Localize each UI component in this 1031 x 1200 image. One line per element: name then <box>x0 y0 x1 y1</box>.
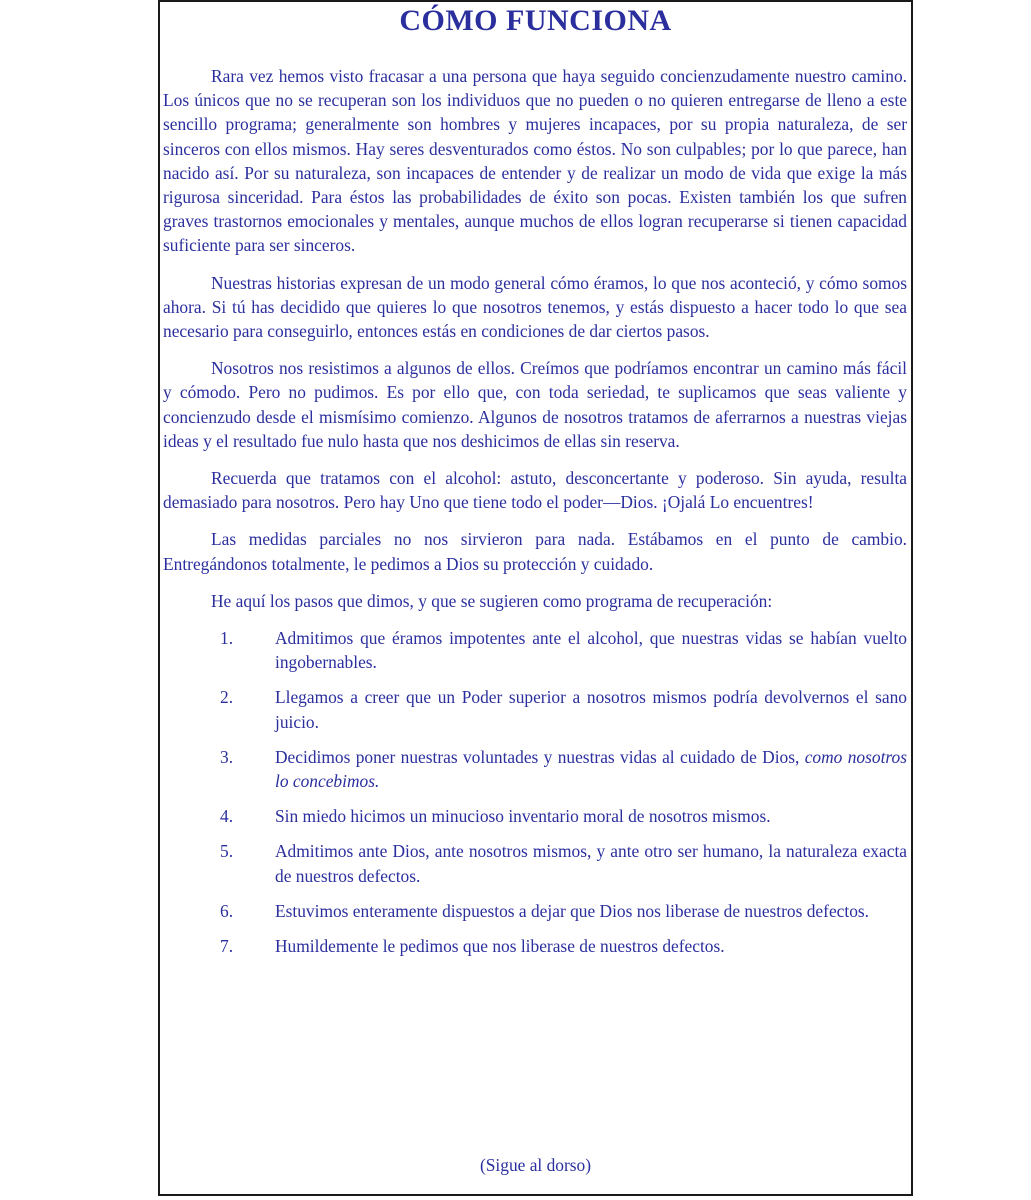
step-text-main: Admitimos ante Dios, ante nosotros mismos, y ante otro ser humano, la naturaleza exacta de nuestros defectos. <box>275 841 907 886</box>
step-text-main: Llegamos a creer que un Poder superior a nosotros mismos podría devolvernos el sano juicio. <box>275 687 907 732</box>
document-body <box>163 64 907 969</box>
step-item-6 <box>163 899 907 923</box>
step-number: 4. <box>220 806 234 827</box>
step-text <box>275 934 907 958</box>
step-text-main: Decidimos poner nuestras voluntades y nuestras vidas al cuidado de Dios, <box>275 746 800 767</box>
step-text <box>275 745 907 793</box>
paragraph-1: Rara vez hemos visto fracasar a una persona que haya seguido concienzudamente nuestro camino. Los únicos que no se recuperan son los individuos que no pueden o no quieren entregarse de lleno a este sencillo programa; generalmente son hombres y mujeres incapaces, por su propia naturaleza, de ser sinceros con ellos mismos. Hay seres desventurados como éstos. No son culpables; por lo que parece, han nacido así. Por su naturaleza, son incapaces de entender y de realizar un modo de vida que exige la más rigurosa sinceridad. Para éstos las probabilidades de éxito son pocas. Existen también los que sufren graves trastornos emocionales y mentales, aunque muchos de ellos logran recuperarse si tienen capacidad suficiente para ser sinceros. <box>163 66 907 256</box>
step-number: 3. <box>220 746 234 767</box>
step-item-3 <box>163 745 907 793</box>
step-text <box>275 899 907 923</box>
step-text <box>275 685 907 733</box>
step-text <box>275 839 907 887</box>
step-number: 5. <box>220 841 234 862</box>
page-title: CÓMO FUNCIONA <box>399 4 672 37</box>
step-item-4 <box>163 804 907 828</box>
step-number: 1. <box>220 628 234 649</box>
step-text-main: Admitimos que éramos impotentes ante el alcohol, que nuestras vidas se habían vuelto ingobernables. <box>275 628 907 673</box>
step-text <box>275 804 907 828</box>
step-number: 6. <box>220 900 234 921</box>
paragraph-6: He aquí los pasos que dimos, y que se sugieren como programa de recuperación: <box>211 590 773 611</box>
paragraph-4: Recuerda que tratamos con el alcohol: astuto, desconcertante y poderoso. Sin ayuda, resulta demasiado para nosotros. Pero hay Uno que tiene todo el poder—Dios. ¡Ojalá Lo encuentres! <box>163 468 907 513</box>
step-text-main: Sin miedo hicimos un minucioso inventario moral de nosotros mismos. <box>275 806 771 827</box>
document-card <box>158 0 913 1196</box>
step-number: 7. <box>220 936 234 957</box>
paragraph-2: Nuestras historias expresan de un modo general cómo éramos, lo que nos aconteció, y cómo somos ahora. Si tú has decidido que quieres lo que nosotros tenemos, y estás dispuesto a hacer todo lo que sea necesario para conseguirlo, entonces estás en condiciones de dar ciertos pasos. <box>163 272 907 342</box>
step-item-2 <box>163 685 907 733</box>
step-text <box>275 626 907 674</box>
step-text-main: Humildemente le pedimos que nos liberase de nuestros defectos. <box>275 936 725 957</box>
step-number: 2. <box>220 687 234 708</box>
step-item-1 <box>163 626 907 674</box>
paragraph-3: Nosotros nos resistimos a algunos de ellos. Creímos que podríamos encontrar un camino más fácil y cómodo. Pero no pudimos. Es por ello que, con toda seriedad, te suplicamos que seas valiente y concienzudo desde el mismísimo comienzo. Algunos de nosotros tratamos de aferrarnos a nuestras viejas ideas y el resultado fue nulo hasta que nos deshicimos de ellas sin reserva. <box>163 358 907 451</box>
continue-note: (Sigue al dorso) <box>479 1155 592 1175</box>
step-text-italic: como nosotros lo concebimos. <box>275 746 907 792</box>
step-item-5 <box>163 839 907 887</box>
step-item-7 <box>163 934 907 958</box>
step-text-main: Estuvimos enteramente dispuestos a dejar que Dios nos liberase de nuestros defectos. <box>275 900 870 921</box>
paragraph-5: Las medidas parciales no nos sirvieron para nada. Estábamos en el punto de cambio. Entregándonos totalmente, le pedimos a Dios su protección y cuidado. <box>163 529 907 574</box>
steps-list <box>163 626 907 958</box>
